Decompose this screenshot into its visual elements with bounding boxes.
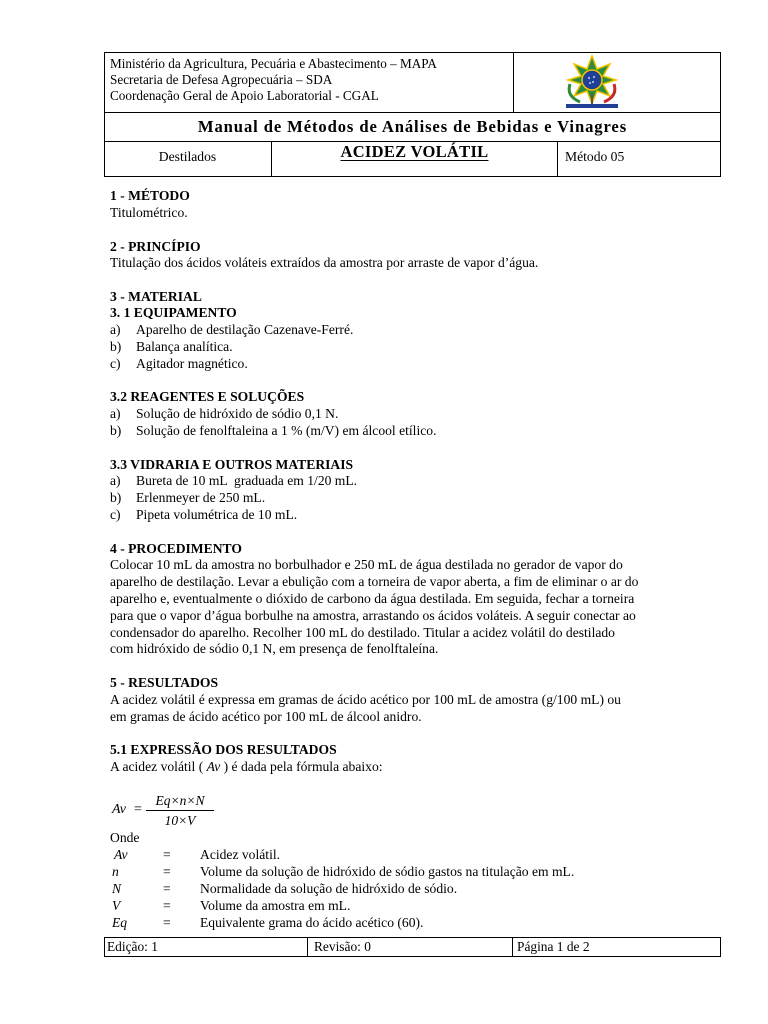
list-text: Pipeta volumétrica de 10 mL. <box>136 507 298 522</box>
coat-of-arms-emblem <box>560 54 624 110</box>
procedimento-line: com hidróxido de sódio 0,1 N, em presença de fenolftaleína. <box>110 641 439 656</box>
footer-edicao: Edição: 1 <box>107 939 158 954</box>
formula-equals: = <box>134 802 142 817</box>
footer-revisao: Revisão: 0 <box>314 939 371 954</box>
list-text: Agitador magnético. <box>136 356 248 371</box>
list-mark: c) <box>110 507 121 522</box>
formula-denominator: 10×V <box>164 813 196 828</box>
section-metodo-text: Titulométrico. <box>110 205 188 220</box>
list-item <box>110 472 357 489</box>
section-principio-heading: 2 - PRINCÍPIO <box>110 239 201 254</box>
list-mark: b) <box>110 339 122 354</box>
definition-symbol: Eq <box>112 915 128 930</box>
definition-symbol: n <box>112 864 119 879</box>
section-principio-text: Titulação dos ácidos voláteis extraídos da amostra por arraste de vapor d’água. <box>110 255 539 270</box>
definition-equals: = <box>163 898 171 913</box>
definition-desc: Equivalente grama do ácido acético (60). <box>200 915 424 930</box>
header-secretaria: Secretaria de Defesa Agropecuária – SDA <box>110 72 333 87</box>
section-reagentes-heading: 3.2 REAGENTES E SOLUÇÕES <box>110 389 305 404</box>
intro-text-after: ) é dada pela fórmula abaixo: <box>220 759 383 774</box>
list-item <box>110 489 265 506</box>
list-item <box>110 355 248 372</box>
expressao-intro <box>110 758 383 775</box>
definition-equals: = <box>163 881 171 896</box>
definition-equals: = <box>163 915 171 930</box>
list-mark: c) <box>110 356 121 371</box>
section-material-heading: 3 - MATERIAL <box>110 289 202 304</box>
resultados-line: A acidez volátil é expressa em gramas de ácido acético por 100 mL de amostra (g/100 mL) ou <box>110 692 621 707</box>
section-metodo-heading: 1 - MÉTODO <box>110 188 190 203</box>
manual-title: Manual de Métodos de Análises de Bebidas e Vinagres <box>197 117 628 136</box>
resultados-line: em gramas de ácido acético por 100 mL de álcool anidro. <box>110 709 422 724</box>
section-vidraria-heading: 3.3 VIDRARIA E OUTROS MATERIAIS <box>110 457 354 472</box>
list-mark: b) <box>110 423 122 438</box>
list-mark: a) <box>110 406 121 421</box>
onde-label: Onde <box>110 830 140 845</box>
fraction-bar <box>146 810 214 811</box>
definition-symbol: V <box>112 898 121 913</box>
footer-divider-2 <box>512 937 513 957</box>
list-mark: a) <box>110 473 121 488</box>
formula-numerator: Eq×n×N <box>155 793 205 808</box>
list-text: Aparelho de destilação Cazenave-Ferré. <box>136 322 354 337</box>
header-divider <box>104 112 721 113</box>
definition-desc: Acidez volátil. <box>200 847 281 862</box>
method-number: Método 05 <box>565 149 625 164</box>
formula-lhs: Av <box>112 802 126 817</box>
intro-text-before: A acidez volátil ( <box>110 759 207 774</box>
footer-divider-1 <box>307 937 308 957</box>
list-item <box>110 506 297 523</box>
emblem-divider <box>513 52 514 113</box>
method-title-text: ACIDEZ VOLÁTIL <box>340 142 489 161</box>
list-text: Bureta de 10 mL graduada em 1/20 mL. <box>136 473 358 488</box>
section-procedimento-heading: 4 - PROCEDIMENTO <box>110 541 242 556</box>
list-text: Erlenmeyer de 250 mL. <box>136 490 266 505</box>
footer-pagina: Página 1 de 2 <box>517 939 590 954</box>
list-item <box>110 321 353 338</box>
list-item <box>110 338 233 355</box>
list-text: Solução de hidróxido de sódio 0,1 N. <box>136 406 339 421</box>
procedimento-line: para que o vapor d’água borbulhe na amostra, arrastando os ácidos voláteis. A seguir conectar ao <box>110 608 636 623</box>
section-equipamento-heading: 3. 1 EQUIPAMENTO <box>110 305 237 320</box>
definition-desc: Normalidade da solução de hidróxido de sódio. <box>200 881 458 896</box>
list-text: Balança analítica. <box>136 339 233 354</box>
list-mark: b) <box>110 490 122 505</box>
procedimento-line: aparelho e, eventualmente o dióxido de carbono da água destilada. Em seguida, fechar a torneira <box>110 591 635 606</box>
definition-desc: Volume da amostra em mL. <box>200 898 351 913</box>
definition-equals: = <box>163 864 171 879</box>
list-text: Solução de fenolftaleina a 1 % (m/V) em álcool etílico. <box>136 423 437 438</box>
header-coordenacao: Coordenação Geral de Apoio Laboratorial - CGAL <box>110 88 379 103</box>
list-item <box>110 405 338 422</box>
method-title <box>272 142 557 162</box>
definition-desc: Volume da solução de hidróxido de sódio gastos na titulação em mL. <box>200 864 575 879</box>
section-expressao-heading: 5.1 EXPRESSÃO DOS RESULTADOS <box>110 742 337 757</box>
list-mark: a) <box>110 322 121 337</box>
procedimento-line: Colocar 10 mL da amostra no borbulhador e 250 mL de água destilada no gerador de vapor do <box>110 557 623 572</box>
method-divider-2 <box>557 141 558 177</box>
section-resultados-heading: 5 - RESULTADOS <box>110 675 219 690</box>
definition-symbol: Av <box>114 847 128 862</box>
intro-var: Av <box>206 759 221 774</box>
footer-box <box>104 937 721 957</box>
category-label: Destilados <box>158 149 217 164</box>
procedimento-line: condensador do aparelho. Recolher 100 mL do destilado. Titular a acidez volátil do destilado <box>110 625 615 640</box>
procedimento-line: aparelho de destilação. Levar a ebulição com a torneira de vapor aberta, a fim de eliminar o ar do <box>110 574 639 589</box>
definition-symbol: N <box>112 881 122 896</box>
header-ministry: Ministério da Agricultura, Pecuária e Abastecimento – MAPA <box>110 56 437 71</box>
definition-equals: = <box>163 847 171 862</box>
list-item <box>110 422 436 439</box>
